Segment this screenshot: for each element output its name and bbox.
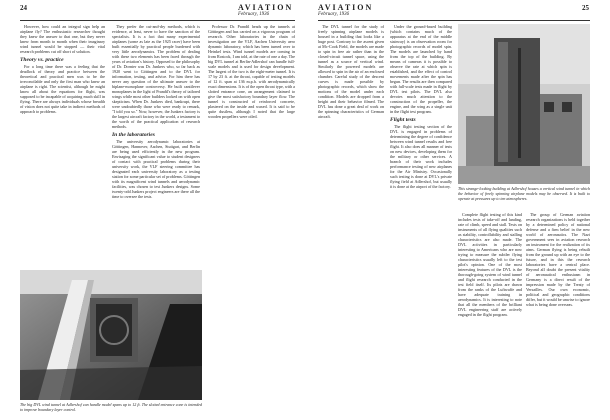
right-col1-text: The DVL tunnel for the study of freely spinning airplane models is housed in a building that looks like a huge post. Contrary to the ascent given at Mc-Cook Field, the models are made to spin in free air rather than in the closed-circuit tunnel space, using the tunnel as a source of vertical wind. Similarly the powered models are allowed to spin in the air of an enclosed chamber. Careful study of the descent curves is made possible by photographic records, which show the motions of the model under each condition. Models are dropped from a height and their behavior filmed. The DVL has done a great deal of work on the spinning characteristics of German aircraft. [318, 24, 384, 119]
left-column-1 [20, 24, 105, 284]
left-page-number: 24 [20, 4, 27, 12]
left-col2-text: They prefer the cut-and-dry methods, which is evidence, at least, never to have the sanction of the specialists. It is a fact that many experimental airplanes (some as late as the 1925 racer) have been built essentially by practical people burdened with very little aerodynamics. The problem of dealing with these two elements has been faced through the years of aviation's history. Opposed to the philosophy of Dr. Dornier was Dr. Junkers who, so far back as 1920 went to Göttingen and to the DVL for information, testing, and advice. For him there has never any question of the ultimate answer to the biplane-monoplane controversy. He built cantilever monoplanes in the light of Prandtl's theory of tailored wings while most other builders looked on with open skepticism. When Dr. Junkers died, bankrupt, there were undoubtedly those who were ready to remark, "I told you so." Now, however, the Junkers factory is the largest aircraft factory in the world, a testament to the worth of the practical application of research methods. [112, 24, 200, 129]
left-col1-intro: However, how could an integral sign help an airplane fly? The enthusiastic researcher thought they knew the answer to that one, but they never knew from month to month when their imaginary wind tunnel would be stopped — their vital research problems cut off short of solution. [20, 24, 105, 54]
left-masthead [238, 3, 293, 17]
right-masthead [318, 3, 373, 17]
wind-tunnel-photo [20, 270, 202, 400]
theory-heading: Theory vs. practice [20, 57, 64, 63]
spin-tunnel-building-illustration [458, 24, 590, 184]
wind-tunnel-illustration [20, 270, 202, 400]
right-photo-caption: This strange-looking building at Adlershof houses a vertical wind tunnel in which the behavior of freely spinning airplane models may be observed. It is built to operate at pressures up to ten atmospheres. [458, 186, 590, 201]
left-col3-text: Professor Dr. Prandtl heads up the tunnels at Göttingen and has carried on a vigorous program of research. Other laboratories in the chain of investigation are the VLF, Aachen University aero dynamic laboratory, which has been turned over to Heinkel tests. Wind tunnel models are coming in from Rostock, I am told, at the rate of one a day. The big DVL tunnel at Berlin-Adlershof can handle full-scale models and is used for design development. The largest of the two is the eight-meter tunnel. It is 17 by 23 ft. at the throat, capable of testing models of 12 ft. span at 136 m.p.h. with aerodynamically exact dimensions. It is of the open throat type, with a slotted entrance cone, an arrangement claimed to give the most satisfactory boundary layer flow. The tunnel is constructed of reinforced concrete, plastered on the inside and waxed. It is said to be quite dustless, although I noted that the large wooden propellers were oiled. [208, 24, 295, 119]
right-col3-text: Complete flight testing of this kind includes tests of take-off and landing, rate of climb, speed and stall. Tests on instruments of all flying qualities such as stability, controllability and stalling characteristics are also made. The DVL activities in particularly interesting to Americans who are now trying to measure the subtler flying characteristics usually left to the test pilot's opinion. One of the most interesting features of the DVL is the thorough-going system of wind tunnel and flight research conducted in the test field itself. Its pilots are drawn from the ranks of the Luftwaffe and have adequate training in aerodynamics. It is interesting to note that all the members of the brilliant DVL engineering staff are actively engaged in the flight program. [458, 212, 522, 317]
right-col2-text: Under the ground-based building (which contains much of the apparatus at the end of the middle stairway) is an observation room for photographic records of model spin. The models are launched by hand from the top of the building. By means of cameras it is possible to observe the rate at which spin is established, and the effect of control movements made after the spin has begun. The results are then compared with full-scale tests made in flight by DVL test pilots. The DVL also devotes much attention to the construction of the propeller, the engine, and the wing as a single unit in the flight test program. [390, 24, 452, 114]
right-column-3 [458, 212, 522, 412]
right-masthead-title: AVIATION [318, 3, 374, 12]
right-masthead-date: February, 1936 [318, 12, 350, 17]
right-header-rule [318, 20, 590, 21]
flight-text: The flight testing section of the DVL is engaged in problems of determining the degree of confidence between wind tunnel results and free flight. It also does all manner of tests on new devices, developing them for the military or other services. A branch of their work includes performance testing of new airplanes for the Air Ministry. Occasionally such testing is done at DVL's private flying field at Adlershof, but usually it is done at the airport of the factory. [390, 124, 452, 189]
left-column-2 [112, 24, 200, 284]
right-col4-text: The group of German aviation research organizations is held together by a determined policy of national defense and a firm belief in the new world of aeronautics. The Nazi government sees in aviation research an instrument for the realization of its aims. German flying is being rebuilt from the ground up with an eye to the future, and in this the research laboratories have a central place. Beyond all doubt the present vitality of aeronautical enthusiasm in Germany is a direct result of the impression made by the Treaty of Versailles. Our own economic, political and geographic conditions differ, but it would be unwise to ignore what is being done overseas. [526, 212, 590, 307]
left-column-3 [208, 24, 295, 412]
flight-heading: Flight tests [390, 117, 416, 123]
spin-tunnel-photo [458, 24, 590, 184]
left-masthead-title: AVIATION [238, 3, 294, 12]
left-masthead-date: February, 1936 [238, 12, 270, 17]
right-page-number: 25 [582, 4, 589, 12]
left-photo-caption: The big DVL wind tunnel at Adlershof can handle model spans up to 12 ft. The slotted entrance cone is intended to improve boundary layer control. [20, 402, 202, 412]
right-column-1 [318, 24, 384, 412]
right-column-4 [526, 212, 590, 412]
lab-text: The university aerodynamic laboratories at Göttingen, Hannover, Aachen, Stuttgart, and Berlin are being used efficiently in the new program. Envisaging the significant value to student designers of contact with practical problems during their university work, the VLF steering committee has designated each university laboratory as a testing station for some particular set of problems. Göttingen with its magnificent wind tunnels and aerodynamic facilities, was chosen to test Junkers designs. Some twenty-odd Junkers project engineers are there all the time to oversee the tests. [112, 139, 200, 199]
left-header-rule [20, 20, 295, 21]
right-column-2 [390, 24, 452, 412]
lab-heading: In the laboratories [112, 132, 155, 138]
theory-text: For a long time there was a feeling that the deadlock of theory and practice between the theoretical and practical men was to be the irreconcilable and only the first man who knew an airplane is right. The scientist, although he might know all about the equations for flight, was supposed to be incapable of acquiring much skill in flying. There are always individuals whose breadth of vision does not quite take in indirect methods of approach to problems. [20, 64, 105, 114]
